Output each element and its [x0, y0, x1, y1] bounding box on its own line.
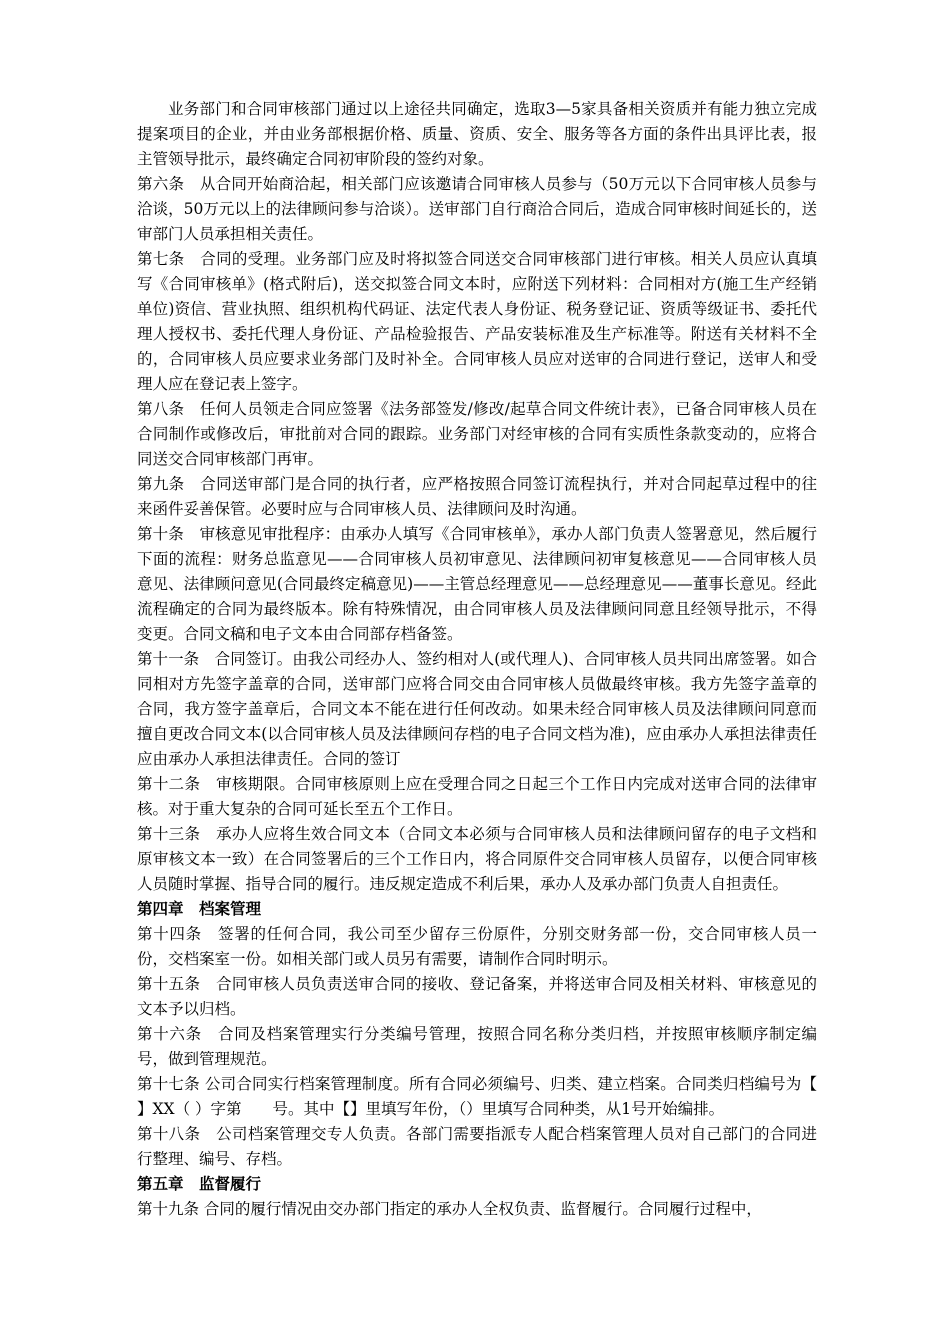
- article-8: 第八条 任何人员领走合同应签署《法务部签发/修改/起草合同文件统计表》，已备合同审核人员在合同制作或修改后，审批前对合同的跟踪。业务部门对经审核的合同有实质性条款变动的，应将合同送交合同审核部门再审。: [137, 400, 817, 468]
- article-13: 第十三条 承办人应将生效合同文本（合同文本必须与合同审核人员和法律顾问留存的电子文档和原审核文本一致）在合同签署后的三个工作日内，将合同原件交合同审核人员留存，以便合同审核人员随时掌握、指导合同的履行。违反规定造成不利后果，承办人及承办部门负责人自担责任。: [137, 825, 817, 893]
- article-11: 第十一条 合同签订。由我公司经办人、签约相对人(或代理人)、合同审核人员共同出席签署。如合同相对方先签字盖章的合同，送审部门应将合同交由合同审核人员做最终审核。我方先签字盖章的合同，我方签字盖章后，合同文本不能在进行任何改动。如果未经合同审核人员及法律顾问同意而擅自更改合同文本(以合同审核人员及法律顾问存档的电子合同文档为准)，应由承办人承担法律责任应由承办人承担法律责任。合同的签订: [137, 650, 817, 768]
- article-10: 第十条 审核意见审批程序：由承办人填写《合同审核单》，承办人部门负责人签署意见，然后履行下面的流程：财务总监意见——合同审核人员初审意见、法律顾问初审复核意见——合同审核人员意见、法律顾问意见(合同最终定稿意见)——主管总经理意见——总经理意见——董事长意见。经此流程确定的合同为最终版本。除有特殊情况，由合同审核人员及法律顾问同意且经领导批示，不得变更。合同文稿和电子文本由合同部存档备签。: [137, 525, 817, 643]
- article-9: 第九条 合同送审部门是合同的执行者，应严格按照合同签订流程执行，并对合同起草过程中的往来函件妥善保管。必要时应与合同审核人员、法律顾问及时沟通。: [137, 475, 817, 518]
- document-body: [137, 97, 849, 1222]
- article-18: 第十八条 公司档案管理交专人负责。各部门需要指派专人配合档案管理人员对自己部门的合同进行整理、编号、存档。: [137, 1125, 817, 1168]
- article-15: 第十五条 合同审核人员负责送审合同的接收、登记备案，并将送审合同及相关材料、审核意见的文本予以归档。: [137, 975, 817, 1018]
- chapter-4-heading: 第四章 档案管理: [137, 900, 262, 918]
- paragraph-intro: 业务部门和合同审核部门通过以上途径共同确定，选取3—5家具备相关资质并有能力独立完成提案项目的企业，并由业务部根据价格、质量、资质、安全、服务等各方面的条件出具评比表，报主管领导批示，最终确定合同初审阶段的签约对象。: [137, 100, 817, 168]
- article-7: 第七条 合同的受理。业务部门应及时将拟签合同送交合同审核部门进行审核。相关人员应认真填写《合同审核单》(格式附后)，送交拟签合同文本时，应附送下列材料：合同相对方(施工生产经销单位)资信、营业执照、组织机构代码证、法定代表人身份证、税务登记证、资质等级证书、委托代理人授权书、委托代理人身份证、产品检验报告、产品安装标准及生产标准等。附送有关材料不全的，合同审核人员应要求业务部门及时补全。合同审核人员应对送审的合同进行登记，送审人和受理人应在登记表上签字。: [137, 250, 817, 393]
- article-14: 第十四条 签署的任何合同，我公司至少留存三份原件，分别交财务部一份，交合同审核人员一份，交档案室一份。如相关部门或人员另有需要，请制作合同时明示。: [137, 925, 817, 968]
- article-19: 第十九条 合同的履行情况由交办部门指定的承办人全权负责、监督履行。合同履行过程中，: [137, 1200, 762, 1218]
- article-17: 第十七条 公司合同实行档案管理制度。所有合同必须编号、归类、建立档案。合同类归档编号为【 】XX（ ）字第 号。其中【】里填写年份，（）里填写合同种类，从1号开始编排。: [137, 1075, 849, 1118]
- chapter-5-heading: 第五章 监督履行: [137, 1175, 262, 1193]
- article-6: 第六条 从合同开始商洽起，相关部门应该邀请合同审核人员参与（50万元以下合同审核人员参与洽谈，50万元以上的法律顾问参与洽谈）。送审部门自行商洽合同后，造成合同审核时间延长的，送审部门人员承担相关责任。: [137, 175, 817, 243]
- article-12: 第十二条 审核期限。合同审核原则上应在受理合同之日起三个工作日内完成对送审合同的法律审核。对于重大复杂的合同可延长至五个工作日。: [137, 775, 817, 818]
- article-16: 第十六条 合同及档案管理实行分类编号管理，按照合同名称分类归档，并按照审核顺序制定编号，做到管理规范。: [137, 1025, 817, 1068]
